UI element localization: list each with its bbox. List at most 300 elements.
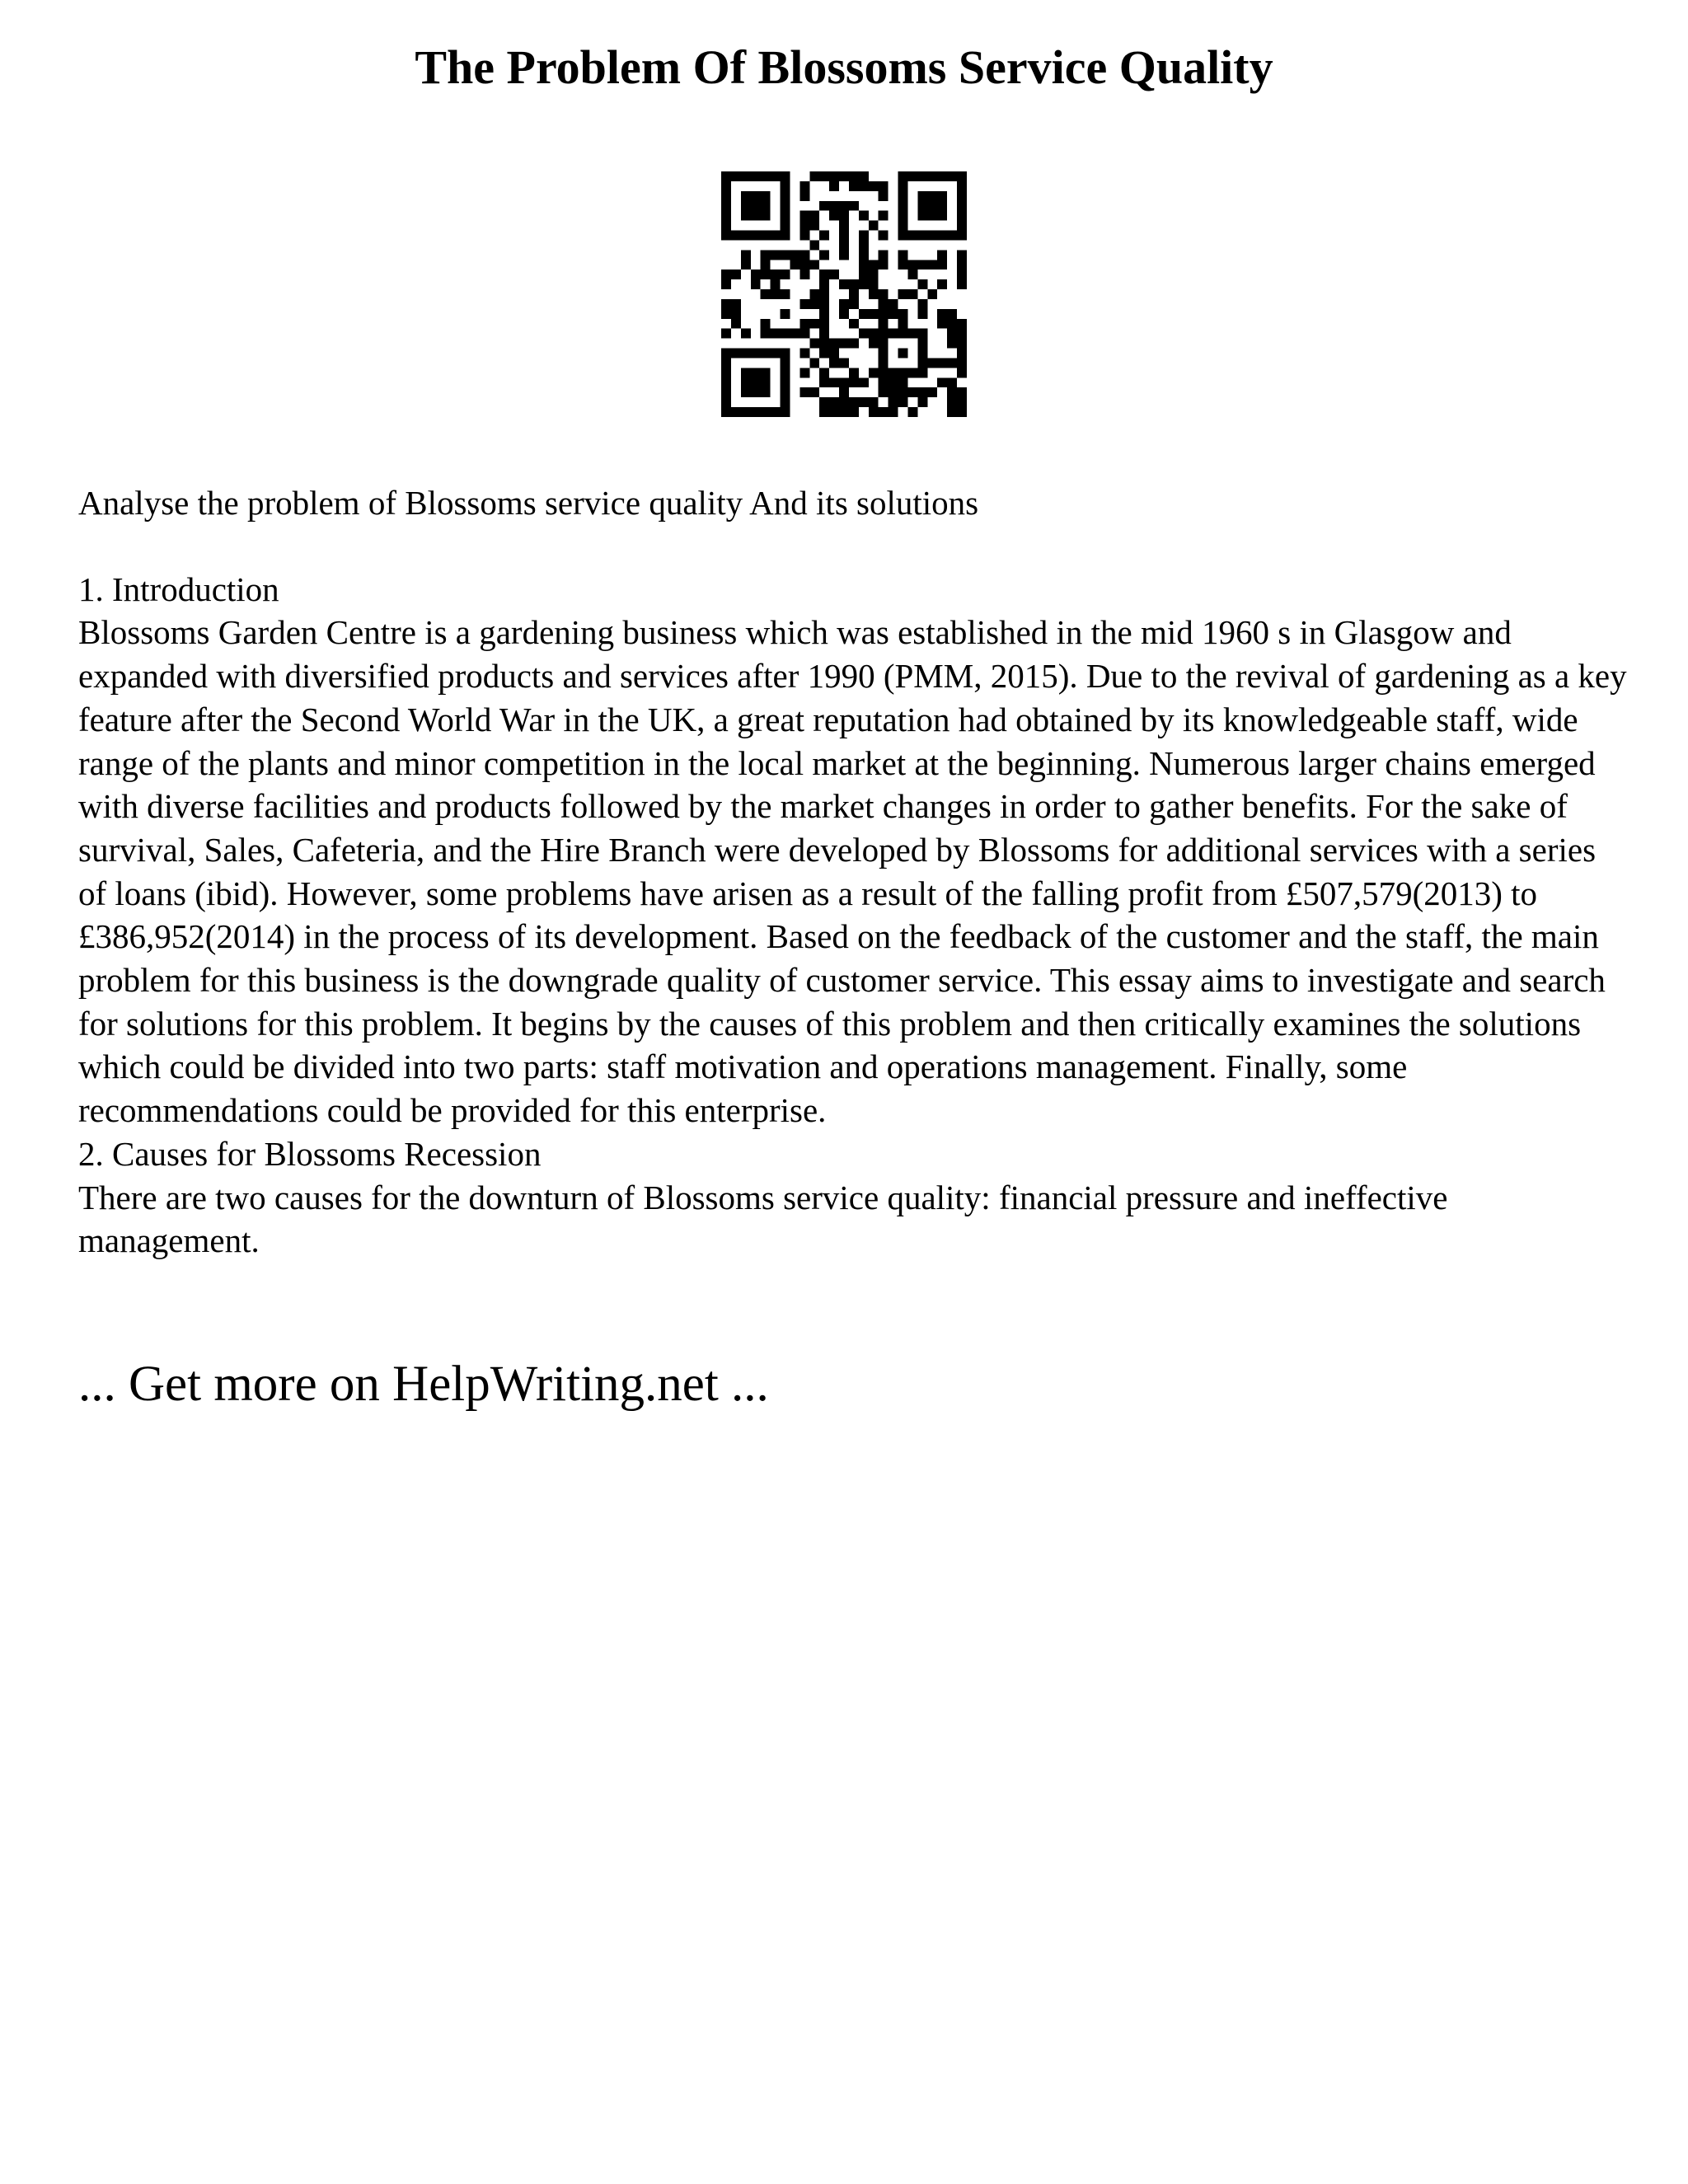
qr-module (781, 191, 790, 201)
qr-module (957, 349, 967, 359)
qr-module (957, 211, 967, 221)
qr-module (957, 407, 967, 417)
qr-module (790, 260, 799, 269)
qr-module (898, 368, 908, 377)
qr-module (927, 358, 937, 368)
qr-module (957, 221, 967, 231)
qr-module (829, 211, 839, 221)
qr-module (741, 260, 751, 269)
page-title: The Problem Of Blossoms Service Quality (415, 40, 1273, 94)
qr-module (819, 319, 829, 329)
qr-module (799, 231, 809, 241)
qr-module (799, 250, 809, 260)
qr-module (741, 171, 751, 181)
qr-module (819, 349, 829, 359)
qr-module (829, 269, 839, 279)
qr-module (879, 289, 889, 299)
qr-module (809, 299, 819, 309)
qr-module (889, 299, 898, 309)
qr-module (771, 329, 781, 339)
qr-module (790, 250, 799, 260)
qr-module (859, 171, 869, 181)
qr-module (819, 299, 829, 309)
qr-module (799, 329, 809, 339)
qr-module (809, 319, 819, 329)
qr-module (721, 279, 731, 289)
qr-module (937, 231, 947, 241)
qr-module (781, 269, 790, 279)
qr-module (917, 171, 927, 181)
qr-module (839, 171, 849, 181)
qr-module (839, 299, 849, 309)
qr-module (947, 309, 957, 319)
qr-module (781, 397, 790, 407)
qr-module (957, 358, 967, 368)
qr-module (741, 201, 751, 211)
qr-module (761, 349, 771, 359)
qr-module (809, 211, 819, 221)
qr-module (771, 250, 781, 260)
qr-module (741, 191, 751, 201)
qr-module (809, 387, 819, 397)
paragraph-spacer (78, 525, 1628, 568)
qr-module (898, 201, 908, 211)
qr-module (731, 299, 741, 309)
qr-module (879, 377, 889, 387)
qr-module (937, 211, 947, 221)
qr-module (761, 171, 771, 181)
qr-module (879, 329, 889, 339)
qr-module (869, 368, 879, 377)
qr-module (879, 181, 889, 191)
qr-module (741, 250, 751, 260)
qr-module (859, 269, 869, 279)
qr-module (937, 201, 947, 211)
qr-module (781, 309, 790, 319)
qr-module (869, 279, 879, 289)
qr-module (898, 329, 908, 339)
qr-module (781, 221, 790, 231)
qr-module (957, 269, 967, 279)
qr-module (898, 221, 908, 231)
qr-module (731, 309, 741, 319)
qr-module (721, 191, 731, 201)
qr-module (741, 377, 751, 387)
qr-module (761, 289, 771, 299)
qr-module (819, 231, 829, 241)
qr-module (741, 387, 751, 397)
qr-module (809, 171, 819, 181)
qr-module (879, 309, 889, 319)
qr-module (809, 358, 819, 368)
qr-module (781, 349, 790, 359)
qr-module (898, 211, 908, 221)
qr-module (839, 309, 849, 319)
qr-module (799, 260, 809, 269)
qr-module (957, 387, 967, 397)
qr-module (741, 407, 751, 417)
qr-module (957, 339, 967, 349)
qr-module (799, 299, 809, 309)
qr-module (819, 309, 829, 319)
qr-module (927, 171, 937, 181)
qr-module (937, 358, 947, 368)
qr-module (849, 201, 859, 211)
qr-module (917, 339, 927, 349)
qr-module (957, 191, 967, 201)
qr-module (839, 231, 849, 241)
qr-module (907, 387, 917, 397)
qr-module (819, 368, 829, 377)
qr-module (751, 269, 761, 279)
qr-module (957, 279, 967, 289)
qr-module (761, 250, 771, 260)
qr-module (829, 358, 839, 368)
qr-module (799, 387, 809, 397)
qr-module (761, 319, 771, 329)
qr-module (957, 181, 967, 191)
qr-module (879, 319, 889, 329)
qr-module (839, 339, 849, 349)
qr-module (869, 407, 879, 417)
qr-module (859, 240, 869, 250)
qr-module (819, 397, 829, 407)
qr-module (829, 201, 839, 211)
qr-module (849, 407, 859, 417)
qr-module (927, 289, 937, 299)
qr-module (879, 260, 889, 269)
qr-module (751, 368, 761, 377)
qr-module (761, 231, 771, 241)
qr-module (751, 387, 761, 397)
qr-module (771, 289, 781, 299)
qr-module (781, 329, 790, 339)
qr-module (869, 329, 879, 339)
qr-module (829, 339, 839, 349)
qr-module (957, 397, 967, 407)
qr-module (957, 368, 967, 377)
qr-module (907, 368, 917, 377)
qr-module (907, 407, 917, 417)
qr-module (917, 358, 927, 368)
qr-module (799, 191, 809, 201)
qr-module (927, 387, 937, 397)
qr-module (947, 329, 957, 339)
qr-module (751, 191, 761, 201)
qr-module (721, 377, 731, 387)
qr-module (771, 407, 781, 417)
qr-module (839, 387, 849, 397)
qr-module (898, 309, 908, 319)
qr-module (761, 387, 771, 397)
qr-module (917, 201, 927, 211)
qr-module (859, 397, 869, 407)
qr-module (771, 231, 781, 241)
qr-module (889, 329, 898, 339)
qr-module (781, 387, 790, 397)
qr-module (741, 329, 751, 339)
qr-module (859, 377, 869, 387)
qr-module (751, 349, 761, 359)
qr-module (937, 191, 947, 201)
qr-module (731, 231, 741, 241)
qr-module (829, 397, 839, 407)
qr-module (809, 339, 819, 349)
qr-module (799, 211, 809, 221)
qr-module (731, 407, 741, 417)
qr-module (781, 181, 790, 191)
qr-module (869, 309, 879, 319)
qr-module (839, 397, 849, 407)
qr-module (819, 279, 829, 289)
qr-module (819, 289, 829, 299)
qr-module (790, 329, 799, 339)
qr-module (937, 279, 947, 289)
qr-module (721, 201, 731, 211)
qr-module (898, 191, 908, 201)
qr-module (839, 407, 849, 417)
qr-module (819, 407, 829, 417)
qr-module (898, 250, 908, 260)
qr-module (947, 319, 957, 329)
qr-module (859, 329, 869, 339)
qr-module (741, 349, 751, 359)
qr-module (869, 397, 879, 407)
qr-module (761, 329, 771, 339)
qr-module (761, 368, 771, 377)
qr-module (829, 171, 839, 181)
qr-module (761, 211, 771, 221)
qr-module (819, 171, 829, 181)
qr-module (721, 211, 731, 221)
qr-module (879, 299, 889, 309)
qr-module (937, 171, 947, 181)
qr-module (947, 231, 957, 241)
qr-module (731, 349, 741, 359)
qr-module (761, 407, 771, 417)
qr-module (819, 329, 829, 339)
qr-module (889, 377, 898, 387)
qr-module (771, 171, 781, 181)
qr-module (889, 387, 898, 397)
qr-module (751, 211, 761, 221)
qr-module (879, 387, 889, 397)
qr-module (879, 407, 889, 417)
qr-module (849, 397, 859, 407)
qr-module (849, 319, 859, 329)
qr-module (879, 349, 889, 359)
qr-module (761, 377, 771, 387)
qr-module (869, 339, 879, 349)
qr-module (751, 279, 761, 289)
qr-module (849, 377, 859, 387)
qr-module (889, 407, 898, 417)
qr-module (751, 201, 761, 211)
qr-module (907, 231, 917, 241)
qr-module (721, 221, 731, 231)
qr-module (799, 368, 809, 377)
qr-module (721, 349, 731, 359)
qr-module (781, 368, 790, 377)
qr-module (829, 349, 839, 359)
qr-module (849, 171, 859, 181)
qr-module (917, 387, 927, 397)
qr-module (721, 171, 731, 181)
qr-module (957, 329, 967, 339)
qr-module (859, 309, 869, 319)
qr-module (898, 289, 908, 299)
qr-module (721, 397, 731, 407)
qr-module (879, 358, 889, 368)
qr-module (751, 231, 761, 241)
qr-module (731, 171, 741, 181)
qr-module (809, 221, 819, 231)
qr-module (859, 279, 869, 289)
qr-module (819, 377, 829, 387)
qr-module (839, 377, 849, 387)
qr-module (957, 201, 967, 211)
qr-module (907, 269, 917, 279)
qr-module (751, 171, 761, 181)
qr-module (721, 368, 731, 377)
qr-module (898, 397, 908, 407)
section-body-causes: There are two causes for the downturn of Blossoms service quality: financial pressure and ineffective management. (78, 1178, 1448, 1260)
section-heading-introduction: 1. Introduction (78, 569, 279, 608)
qr-module (781, 211, 790, 221)
lead-paragraph: Analyse the problem of Blossoms service quality And its solutions (78, 484, 979, 522)
qr-module (898, 319, 908, 329)
qr-module (947, 358, 957, 368)
qr-module (907, 289, 917, 299)
qr-module (879, 231, 889, 241)
qr-module (849, 289, 859, 299)
qr-module (927, 231, 937, 241)
qr-module (761, 269, 771, 279)
qr-module (907, 260, 917, 269)
qr-module (889, 309, 898, 319)
qr-module (898, 349, 908, 359)
qr-module (809, 260, 819, 269)
section-body-introduction: Blossoms Garden Centre is a gardening business which was established in the mid 1960 s in Glasgow and expanded with diversified products and services after 1990 (PMM, 2015). Due to the revival of gardening as a key feature after the Second World War in the UK, a great reputation had obtained by its knowledgeable staff, wide range of the plants and minor competition in the local market at the beginning. Numerous larger chains emerged with diverse facilities and products followed by the market changes in order to gather benefits. For the sake of survival, Sales, Cafeteria, and the Hire Branch were developed by Blossoms for additional services with a series of loans (ibid). However, some problems have arisen as a result of the falling profit from £507,579(2013) to £386,952(2014) in the process of its development. Based on the feedback of the customer and the staff, the main problem for this business is the downgrade quality of customer service. This essay aims to investigate and search for solutions for this problem. It begins by the causes of this problem and then critically examines the solutions which could be divided into two parts: staff motivation and operations management. Finally, some recommendations could be provided for this enterprise. (78, 613, 1627, 1130)
qr-module (879, 191, 889, 201)
qr-module (957, 250, 967, 260)
qr-module (721, 299, 731, 309)
qr-module (898, 387, 908, 397)
qr-module (927, 201, 937, 211)
qr-module (829, 377, 839, 387)
qr-module (819, 201, 829, 211)
qr-module (731, 319, 741, 329)
qr-module (957, 260, 967, 269)
qr-module (947, 339, 957, 349)
qr-module (879, 339, 889, 349)
qr-module (859, 231, 869, 241)
qr-module (927, 211, 937, 221)
qr-module (839, 240, 849, 250)
qr-module (917, 211, 927, 221)
qr-module (781, 358, 790, 368)
qr-module (781, 289, 790, 299)
qr-module (839, 250, 849, 260)
qr-code-icon[interactable] (721, 171, 967, 417)
qr-module (761, 260, 771, 269)
qr-module (937, 260, 947, 269)
qr-module (839, 221, 849, 231)
qr-module (849, 299, 859, 309)
qr-module (771, 269, 781, 279)
qr-module (859, 250, 869, 260)
qr-module (781, 171, 790, 181)
qr-module (829, 181, 839, 191)
qr-module (898, 231, 908, 241)
qr-module (917, 329, 927, 339)
qr-module (937, 377, 947, 387)
qr-module (879, 211, 889, 221)
qr-module (957, 319, 967, 329)
qr-module (819, 269, 829, 279)
qr-module (849, 368, 859, 377)
qr-module (741, 231, 751, 241)
qr-module (907, 171, 917, 181)
get-more-link[interactable]: ... Get more on HelpWriting.net ... (78, 1357, 769, 1412)
qr-module (781, 377, 790, 387)
qr-module (869, 289, 879, 299)
qr-module (849, 181, 859, 191)
qr-module (947, 387, 957, 397)
qr-module (917, 397, 927, 407)
qr-module (859, 181, 869, 191)
qr-module (927, 260, 937, 269)
section-heading-causes: 2. Causes for Blossoms Recession (78, 1134, 542, 1173)
qr-module (771, 279, 781, 289)
qr-module (721, 181, 731, 191)
qr-module (819, 339, 829, 349)
qr-module (879, 368, 889, 377)
qr-module (869, 269, 879, 279)
qr-module (917, 279, 927, 289)
qr-module (799, 319, 809, 329)
qr-module (809, 289, 819, 299)
qr-module (839, 211, 849, 221)
qr-module (907, 329, 917, 339)
qr-module (917, 299, 927, 309)
qr-module (751, 377, 761, 387)
qr-module (849, 279, 859, 289)
qr-module (927, 191, 937, 201)
qr-module (898, 171, 908, 181)
qr-module (809, 240, 819, 250)
qr-module (721, 231, 731, 241)
qr-module (721, 329, 731, 339)
qr-module (721, 309, 731, 319)
qr-module (869, 181, 879, 191)
qr-module (947, 377, 957, 387)
qr-module (781, 231, 790, 241)
qr-module (947, 171, 957, 181)
qr-module (889, 368, 898, 377)
qr-module (947, 407, 957, 417)
qr-module (771, 349, 781, 359)
qr-module (781, 250, 790, 260)
qr-module (839, 358, 849, 368)
qr-module (917, 368, 927, 377)
qr-module (761, 201, 771, 211)
qr-module (741, 211, 751, 221)
qr-module (898, 377, 908, 387)
qr-module (799, 221, 809, 231)
qr-module (859, 211, 869, 221)
qr-module (889, 397, 898, 407)
